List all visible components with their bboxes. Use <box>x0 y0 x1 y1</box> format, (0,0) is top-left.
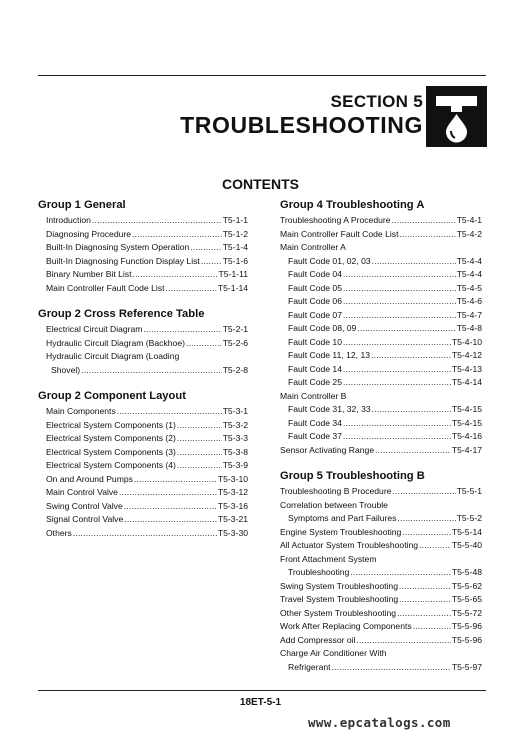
dot-leader <box>375 444 451 458</box>
toc-entry-page: T5-5-62 <box>451 580 482 591</box>
dot-leader <box>392 485 455 499</box>
toc-entry-title: Main Controller Fault Code List <box>46 282 165 293</box>
toc-entry-page: T5-2-8 <box>222 364 248 375</box>
dot-leader <box>134 473 217 487</box>
left-column <box>38 198 248 540</box>
toc-entry[interactable] <box>280 620 482 634</box>
toc-entry-page: T5-1-2 <box>222 228 248 239</box>
toc-entry[interactable] <box>280 593 482 607</box>
group-heading: Group 1 General <box>38 199 126 211</box>
page-code: 18ET-5-1 <box>239 697 282 708</box>
toc-entry[interactable] <box>280 322 482 336</box>
dot-leader <box>399 593 451 607</box>
dot-leader <box>343 336 451 350</box>
dot-leader <box>343 268 456 282</box>
toc-entry-title: Electrical System Components (1) <box>46 419 176 430</box>
toc-entry-title: Signal Control Valve <box>46 514 124 524</box>
dot-leader <box>332 661 451 675</box>
dot-leader <box>124 500 217 514</box>
dot-leader <box>119 486 217 500</box>
toc-entry-page: T5-3-2 <box>222 419 248 430</box>
dot-leader <box>399 580 451 594</box>
toc-entry[interactable] <box>38 323 248 337</box>
toc-entry-page: T5-3-10 <box>217 473 248 484</box>
toc-entry-page: T5-1-1 <box>222 215 248 225</box>
toc-entry-title: Electrical System Components (2) <box>46 433 176 443</box>
toc-entry-page: T5-4-15 <box>451 404 482 414</box>
toc-entry-line: Hydraulic Circuit Diagram (Loading <box>46 351 180 361</box>
toc-entry-page: T5-4-15 <box>451 417 482 428</box>
toc-entry-page: T5-4-10 <box>451 336 482 347</box>
toc-entry-title: Binary Number Bit List <box>46 269 132 279</box>
toc-entry-title: Symptoms and Part Failures <box>288 513 397 523</box>
toc-entry[interactable] <box>280 444 482 458</box>
toc-entry[interactable] <box>280 539 482 553</box>
dot-leader <box>132 228 222 242</box>
group-heading: Group 2 Cross Reference Table <box>38 308 205 320</box>
toc-entry[interactable] <box>38 282 248 296</box>
toc-entry[interactable] <box>280 255 482 269</box>
dot-leader <box>356 634 450 648</box>
toc-entry[interactable] <box>38 446 248 460</box>
dot-leader <box>177 419 222 433</box>
toc-entry-title: Main Control Valve <box>46 487 118 497</box>
right-column <box>280 198 482 674</box>
toc-entry-page: T5-4-8 <box>456 323 482 333</box>
toc-entry-page: T5-5-65 <box>451 594 482 604</box>
toc-entry[interactable] <box>280 566 482 580</box>
toc-entry-page: T5-4-14 <box>451 377 482 387</box>
toc-entry[interactable] <box>38 241 248 255</box>
toc-entry-page: T5-4-16 <box>451 431 482 441</box>
dot-leader <box>343 376 451 390</box>
toc-entry-page: T5-4-13 <box>451 363 482 374</box>
dot-leader <box>177 459 222 473</box>
toc-entry-line: Charge Air Conditioner With <box>280 648 387 658</box>
toc-entry-page: T5-4-4 <box>456 255 482 266</box>
toc-entry[interactable] <box>280 417 482 431</box>
toc-entry[interactable] <box>280 282 482 296</box>
toc-entry[interactable] <box>38 473 248 487</box>
toc-entry-page: T5-3-30 <box>217 527 248 538</box>
toc-entry-title: Troubleshooting <box>288 567 350 577</box>
toc-entry[interactable] <box>280 268 482 282</box>
dot-leader <box>402 526 451 540</box>
dot-leader <box>372 255 456 269</box>
subsection-label: Main Controller A <box>280 242 346 252</box>
toc-entry-page: T5-4-7 <box>456 309 482 320</box>
toc-entry-page: T5-5-1 <box>456 486 482 496</box>
dot-leader <box>117 405 222 419</box>
toc-entry[interactable] <box>280 295 482 309</box>
toc-entry-title: All Actuator System Troubleshooting <box>280 540 419 550</box>
dot-leader <box>92 214 222 228</box>
toc-entry[interactable] <box>280 526 482 540</box>
toc-entry-title: Main Components <box>46 406 116 416</box>
contents-heading: CONTENTS <box>222 176 299 192</box>
toc-entry-title: Fault Code 01, 02, 03 <box>288 255 371 266</box>
toc-entry-title: Fault Code 34 <box>288 417 342 428</box>
group-heading: Group 5 Troubleshooting B <box>280 470 425 482</box>
toc-entry-page: T5-1-6 <box>222 255 248 266</box>
toc-entry[interactable] <box>280 403 482 417</box>
toc-entry-title: Fault Code 07 <box>288 309 342 320</box>
toc-entry[interactable] <box>280 309 482 323</box>
dot-leader <box>201 255 222 269</box>
dot-leader <box>177 432 222 446</box>
toc-entry-title: Work After Replacing Components <box>280 621 412 631</box>
toc-entry-page: T5-1-14 <box>217 282 248 293</box>
toc-entry-page: T5-3-21 <box>217 514 248 524</box>
toc-entry-title: Shovel) <box>51 364 81 375</box>
toc-entry-page: T5-4-1 <box>456 215 482 225</box>
toc-entry-title: Introduction <box>46 215 91 225</box>
toc-entry[interactable] <box>38 337 248 351</box>
toc-entry-page: T5-5-14 <box>451 526 482 537</box>
toc-entry-title: Refrigerant <box>288 661 331 672</box>
toc-entry-page: T5-5-96 <box>451 634 482 645</box>
group-heading: Group 2 Component Layout <box>38 390 186 402</box>
toc-entry-page: T5-3-8 <box>222 446 248 457</box>
toc-entry[interactable] <box>280 363 482 377</box>
dot-leader <box>343 430 451 444</box>
toc-entry[interactable] <box>38 527 248 541</box>
toc-entry[interactable] <box>280 607 482 621</box>
toc-entry-title: Electrical System Components (4) <box>46 460 176 470</box>
toc-entry-line: Correlation between Trouble <box>280 499 388 510</box>
toc-entry[interactable] <box>38 432 248 446</box>
dot-leader <box>413 620 451 634</box>
dot-leader <box>397 607 451 621</box>
dot-leader <box>165 282 216 296</box>
toc-entry-page: T5-5-96 <box>451 621 482 631</box>
dot-leader <box>350 566 451 580</box>
dot-leader <box>73 527 217 541</box>
toc-entry-title: Engine System Troubleshooting <box>280 526 402 537</box>
toc-entry-title: Fault Code 25 <box>288 377 342 387</box>
dot-leader <box>343 363 451 377</box>
dot-leader <box>190 241 221 255</box>
toc-entry-title: Fault Code 14 <box>288 363 342 374</box>
toc-entry-page: T5-3-12 <box>217 487 248 497</box>
dot-leader <box>133 268 218 282</box>
toc-entry-page: T5-4-12 <box>451 350 482 360</box>
section-title: TROUBLESHOOTING <box>180 112 423 138</box>
toc-entry-title: Built-In Diagnosing Function Display List <box>46 255 200 266</box>
toc-entry[interactable] <box>280 580 482 594</box>
toc-entry[interactable] <box>38 228 248 242</box>
oil-drop-icon <box>426 86 487 147</box>
toc-entry-title: Travel System Troubleshooting <box>280 594 399 604</box>
dot-leader <box>419 539 451 553</box>
toc-entry-page: T5-4-2 <box>456 228 482 239</box>
toc-entry-page: T5-5-2 <box>456 513 482 523</box>
toc-entry-title: Hydraulic Circuit Diagram (Backhoe) <box>46 337 185 348</box>
toc-entry-page: T5-3-3 <box>222 433 248 443</box>
toc-entry-page: T5-4-4 <box>456 269 482 279</box>
toc-entry-page: T5-4-5 <box>456 282 482 293</box>
toc-entry-page: T5-3-16 <box>217 500 248 511</box>
toc-entry-title: Sensor Activating Range <box>280 444 375 455</box>
dot-leader <box>124 513 217 527</box>
toc-entry[interactable] <box>280 214 482 228</box>
dot-leader <box>399 228 455 242</box>
toc-entry-title: Troubleshooting B Procedure <box>280 486 392 496</box>
toc-entry[interactable] <box>38 268 248 282</box>
toc-entry-page: T5-3-9 <box>222 460 248 470</box>
toc-entry-page: T5-2-1 <box>222 324 248 334</box>
toc-entry-page: T5-5-40 <box>451 540 482 550</box>
toc-entry[interactable] <box>38 419 248 433</box>
top-rule <box>38 75 486 76</box>
dot-leader <box>81 364 222 378</box>
dot-leader <box>372 403 451 417</box>
toc-entry[interactable] <box>280 634 482 648</box>
toc-entry-title: Fault Code 11, 12, 13 <box>288 350 371 360</box>
toc-entry[interactable] <box>38 364 248 378</box>
toc-entry-page: T5-5-48 <box>451 567 482 577</box>
toc-entry-title: Fault Code 06 <box>288 296 342 306</box>
toc-entry[interactable] <box>280 512 482 526</box>
toc-entry-page: T5-1-4 <box>222 242 248 252</box>
dot-leader <box>343 417 451 431</box>
toc-entry-page: T5-4-17 <box>451 444 482 455</box>
toc-entry[interactable] <box>38 486 248 500</box>
toc-entry-page: T5-4-6 <box>456 296 482 306</box>
toc-entry-title: Electrical Circuit Diagram <box>46 324 143 334</box>
toc-entry[interactable] <box>38 255 248 269</box>
toc-entry-title: Other System Troubleshooting <box>280 607 397 618</box>
toc-entry-title: Fault Code 05 <box>288 282 342 293</box>
bottom-rule <box>38 690 486 691</box>
toc-entry[interactable] <box>280 336 482 350</box>
dot-leader <box>392 214 456 228</box>
dot-leader <box>143 323 221 337</box>
toc-entry[interactable] <box>280 349 482 363</box>
toc-entry-title: Fault Code 08, 09 <box>288 323 357 333</box>
section-number: SECTION 5 <box>330 92 423 111</box>
toc-entry[interactable] <box>38 500 248 514</box>
toc-entry[interactable] <box>38 405 248 419</box>
toc-entry-title: Troubleshooting A Procedure <box>280 215 391 225</box>
toc-entry-title: Fault Code 10 <box>288 336 342 347</box>
toc-entry-line: Front Attachment System <box>280 553 377 564</box>
watermark: www.epcatalogs.com <box>308 715 451 730</box>
dot-leader <box>371 349 451 363</box>
toc-entry-page: T5-5-72 <box>451 607 482 618</box>
toc-entry-title: Diagnosing Procedure <box>46 228 132 239</box>
toc-entry-title: Fault Code 31, 32, 33 <box>288 404 371 414</box>
toc-entry[interactable] <box>38 459 248 473</box>
toc-entry[interactable] <box>280 430 482 444</box>
dot-leader <box>357 322 455 336</box>
toc-entry[interactable] <box>280 228 482 242</box>
toc-entry-title: Electrical System Components (3) <box>46 446 176 457</box>
toc-entry-page: T5-3-1 <box>222 406 248 416</box>
toc-entry-title: Add Compressor oil <box>280 634 356 645</box>
toc-entry[interactable] <box>280 661 482 675</box>
toc-entry[interactable] <box>280 485 482 499</box>
toc-entry[interactable] <box>280 376 482 390</box>
dot-leader <box>186 337 222 351</box>
toc-entry-title: Swing System Troubleshooting <box>280 580 398 591</box>
group-heading: Group 4 Troubleshooting A <box>280 199 425 211</box>
toc-entry-title: Swing Control Valve <box>46 500 123 511</box>
dot-leader <box>343 309 456 323</box>
toc-entry-title: Built-In Diagnosing System Operation <box>46 242 190 252</box>
dot-leader <box>397 512 455 526</box>
subsection-label: Main Controller B <box>280 390 347 401</box>
toc-entry-title: On and Around Pumps <box>46 473 133 484</box>
dot-leader <box>177 446 222 460</box>
toc-entry-title: Fault Code 37 <box>288 431 342 441</box>
toc-entry-page: T5-5-97 <box>451 661 482 672</box>
toc-entry-page: T5-1-11 <box>218 269 248 279</box>
dot-leader <box>343 295 456 309</box>
toc-entry-title: Fault Code 04 <box>288 269 342 279</box>
dot-leader <box>343 282 456 296</box>
toc-entry-title: Others <box>46 527 72 538</box>
toc-entry[interactable] <box>38 513 248 527</box>
toc-entry-title: Main Controller Fault Code List <box>280 228 399 239</box>
toc-entry[interactable] <box>38 214 248 228</box>
toc-entry-page: T5-2-6 <box>222 337 248 348</box>
